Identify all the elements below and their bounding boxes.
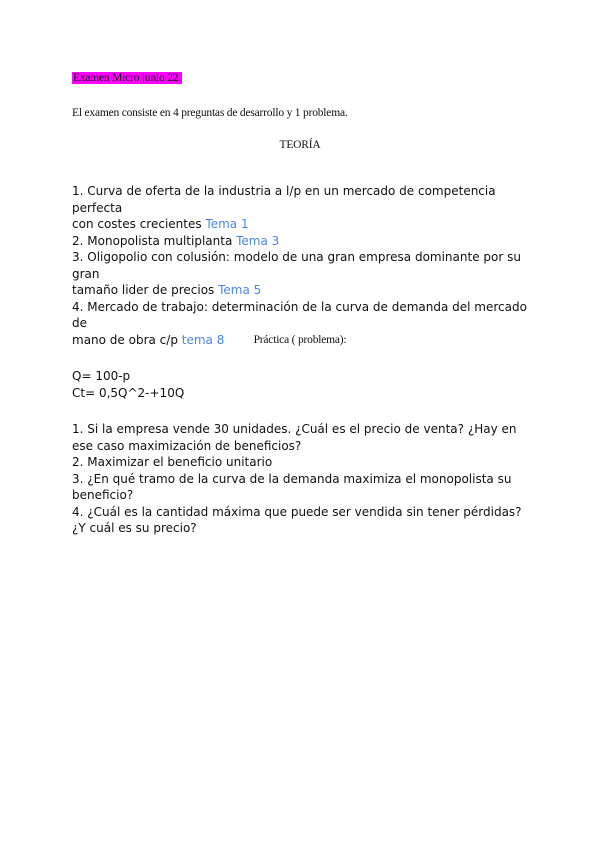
- theory-item-1-line2: con costes crecientes Tema 1: [72, 217, 249, 231]
- theory-item-4-link[interactable]: tema 8: [181, 332, 225, 347]
- theory-item-1-link[interactable]: Tema 1: [205, 217, 249, 231]
- exam-title: [72, 72, 182, 84]
- theory-item-3-link[interactable]: Tema 5: [218, 283, 262, 297]
- question-line: ese caso maximización de beneficios?: [72, 438, 302, 453]
- theory-item-2-link[interactable]: Tema 3: [236, 233, 280, 248]
- question-line: 1. Si la empresa vende 30 unidades. ¿Cuál es el precio de venta? ¿Hay en: [72, 422, 517, 436]
- question-line: beneficio?: [72, 488, 134, 502]
- practice-questions: [72, 421, 542, 537]
- theory-list: [72, 183, 542, 348]
- theory-item-4-line1: 4. Mercado de trabajo: determinación de la curva de demanda del mercado de: [72, 299, 527, 330]
- theory-heading: TEORÍA: [279, 139, 321, 151]
- question-line: 2. Maximizar el beneficio unitario: [72, 455, 273, 469]
- theory-item-1-line1: 1. Curva de oferta de la industria a l/p en un mercado de competencia perfecta: [72, 184, 496, 215]
- question-line: 3. ¿En qué tramo de la curva de la demanda maximiza el monopolista su: [72, 471, 512, 486]
- theory-item-3-line1: 3. Oligopolio con colusión: modelo de una gran empresa dominante por su gran: [72, 250, 521, 281]
- question-line: ¿Y cuál es su precio?: [72, 521, 197, 535]
- cost-equation: Ct= 0,5Q^2-+10Q: [72, 385, 185, 400]
- demand-equation: Q= 100-p: [72, 369, 131, 383]
- practice-heading: Práctica ( problema):: [253, 334, 347, 346]
- theory-item-3-line2: tamaño lider de precios Tema 5: [72, 283, 262, 297]
- question-line: 4. ¿Cuál es la cantidad máxima que puede ser vendida sin tener pérdidas?: [72, 504, 522, 519]
- theory-item-2: 2. Monopolista multiplanta Tema 3: [72, 233, 280, 248]
- theory-item-4-line2: mano de obra c/p tema 8: [72, 332, 225, 347]
- exam-intro: El examen consiste en 4 preguntas de desarrollo y 1 problema.: [72, 107, 348, 119]
- equations: [72, 368, 184, 401]
- exam-title-highlight: Examen Micro junio 22.: [73, 72, 182, 84]
